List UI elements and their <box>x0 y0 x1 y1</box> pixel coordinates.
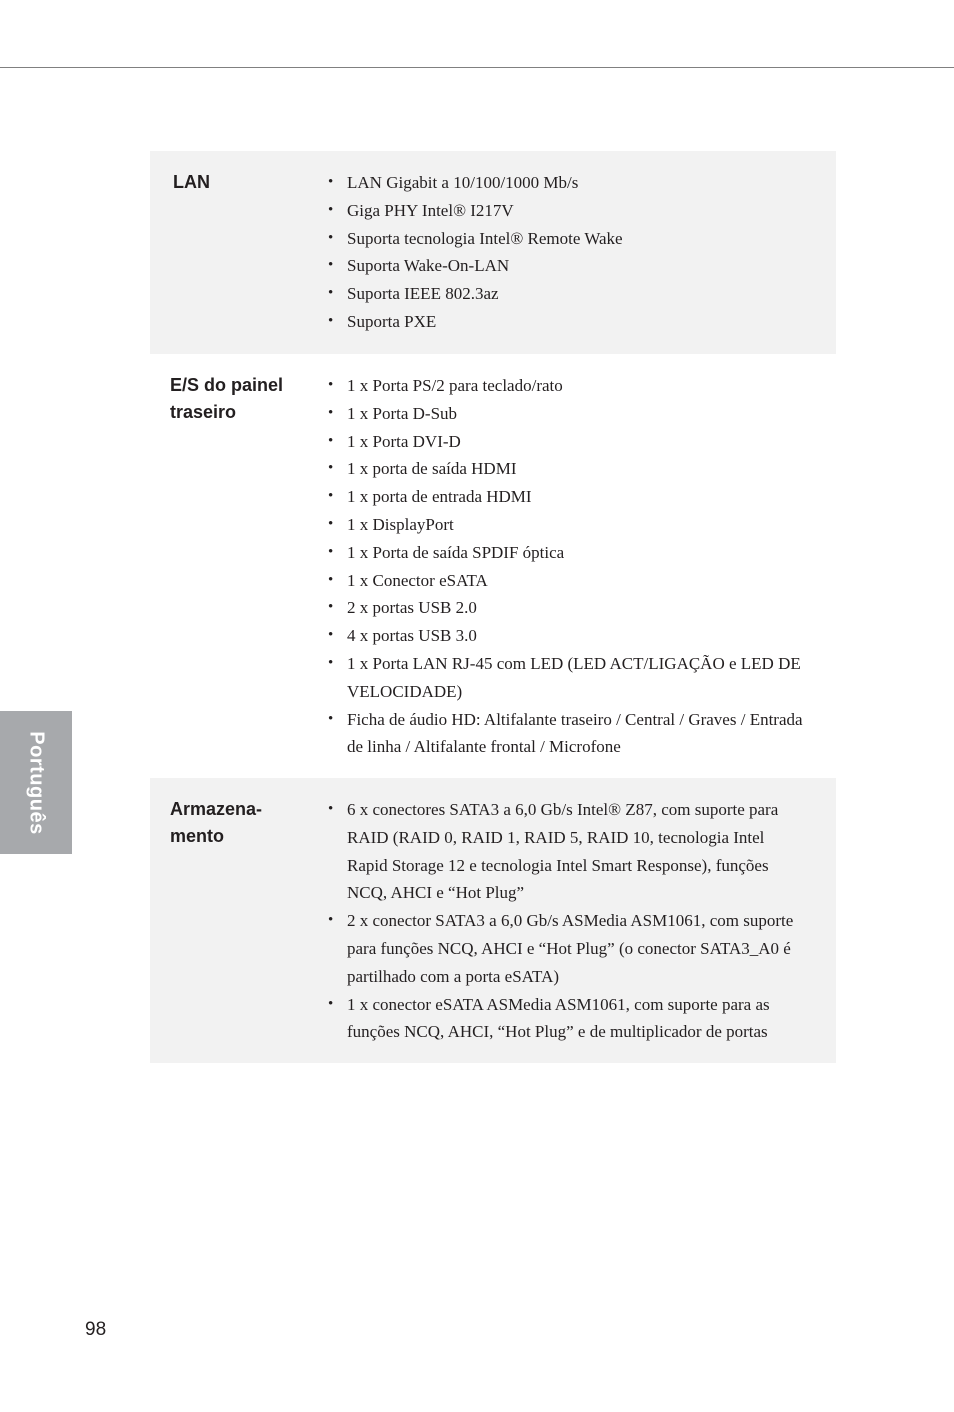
spec-row-storage <box>150 778 836 1063</box>
header-rule <box>0 67 954 68</box>
language-side-tab <box>0 711 72 854</box>
list-item: • 1 x Conector eSATA <box>328 567 806 595</box>
spec-label-line: E/S do painel <box>170 375 284 395</box>
spec-list-rear-io <box>328 372 836 778</box>
list-item: • LAN Gigabit a 10/100/1000 Mb/s <box>328 169 806 197</box>
list-item: • 4 x portas USB 3.0 <box>328 622 806 650</box>
list-item: • 6 x conectores SATA3 a 6,0 Gb/s Intel® Z87, com suporte para RAID (RAID 0, RAID 1, RAID 5, RAID 10, tecnologia Intel Rapid Storage 12 e tecnologia Intel Smart Response), funções NCQ, AHCI e “Hot Plug” <box>328 796 806 907</box>
spec-label-lan <box>150 169 328 354</box>
language-tab-label: Português <box>25 730 48 835</box>
list-item: • 1 x Porta D-Sub <box>328 400 806 428</box>
list-item: • 1 x conector eSATA ASMedia ASM1061, com suporte para as funções NCQ, AHCI, “Hot Plug” e de multiplicador de portas <box>328 991 806 1047</box>
list-item: • 1 x Porta de saída SPDIF óptica <box>328 539 806 567</box>
spec-label-line: traseiro <box>170 402 237 422</box>
list-item: • 1 x porta de entrada HDMI <box>328 483 806 511</box>
spec-label-line: mento <box>170 826 224 846</box>
list-item: • 1 x porta de saída HDMI <box>328 455 806 483</box>
list-item: • 1 x Porta DVI-D <box>328 428 806 456</box>
list-item: • Suporta tecnologia Intel® Remote Wake <box>328 225 806 253</box>
list-item: • Suporta PXE <box>328 308 806 336</box>
spec-table <box>150 151 836 1063</box>
spec-label-rear-io <box>150 372 328 778</box>
list-item: • 2 x conector SATA3 a 6,0 Gb/s ASMedia ASM1061, com suporte para funções NCQ, AHCI e “Hot Plug” (o conector SATA3_A0 é partilhado com a porta eSATA) <box>328 907 806 990</box>
page-number: 98 <box>85 1319 107 1340</box>
spec-label-text: LAN <box>173 172 210 192</box>
spec-list-lan <box>328 169 836 354</box>
spec-row-lan <box>150 151 836 354</box>
spec-label-storage <box>150 796 328 1063</box>
list-item: • Suporta Wake-On-LAN <box>328 252 806 280</box>
list-item: • Suporta IEEE 802.3az <box>328 280 806 308</box>
list-item: • 1 x DisplayPort <box>328 511 806 539</box>
list-item: • 2 x portas USB 2.0 <box>328 594 806 622</box>
list-item: • Giga PHY Intel® I217V <box>328 197 806 225</box>
list-item: • 1 x Porta PS/2 para teclado/rato <box>328 372 806 400</box>
spec-list-storage <box>328 796 836 1063</box>
spec-row-rear-io <box>150 354 836 778</box>
list-item: • Ficha de áudio HD: Altifalante traseiro / Central / Graves / Entrada de linha / Altifalante frontal / Microfone <box>328 706 806 762</box>
spec-label-line: Armazena- <box>170 799 263 819</box>
list-item: • 1 x Porta LAN RJ-45 com LED (LED ACT/LIGAÇÃO e LED DE VELOCIDADE) <box>328 650 806 706</box>
